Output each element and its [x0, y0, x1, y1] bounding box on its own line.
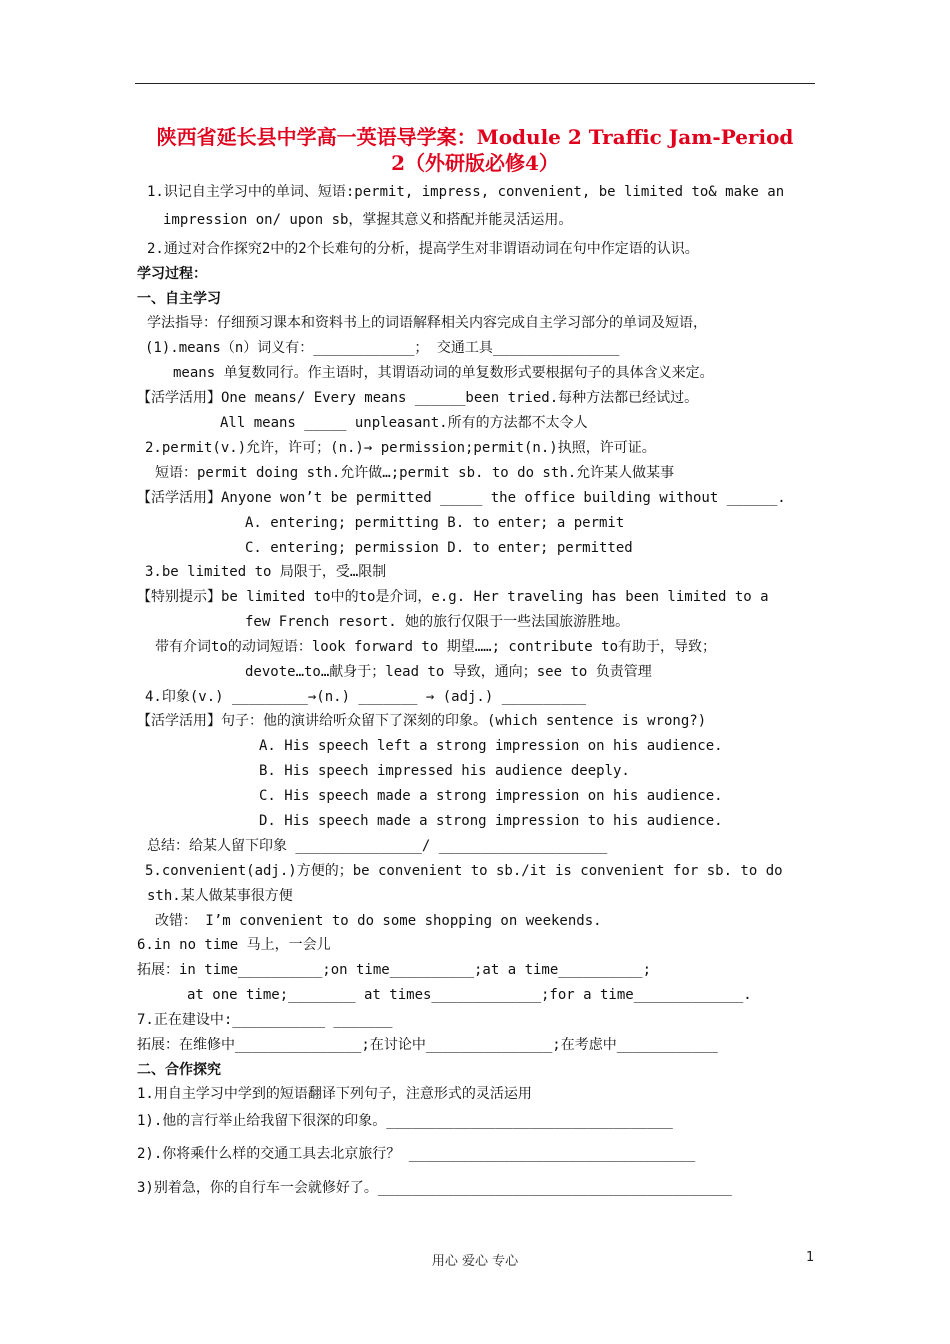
impression-option-b: B. His speech impressed his audience deeply. [259, 763, 630, 779]
section-heading-process: 学习过程： [137, 266, 207, 282]
document-title-line-1: 陕西省延长县中学高一英语导学案：Module 2 Traffic Jam-Period [156, 125, 794, 149]
time-extension-1: 拓展：in time__________;on time__________;at a time__________; [137, 962, 652, 978]
page-number: 1 [806, 1250, 815, 1265]
section-heading-cooperation: 二、合作探究 [137, 1062, 221, 1078]
translation-instruction: 1.用自主学习中学到的短语翻译下列句子，注意形式的灵活运用 [137, 1086, 532, 1102]
item-means: (1).means（n）词义有：____________； 交通工具_______________ [145, 340, 620, 356]
under-extension: 拓展：在维修中_______________;在讨论中_______________;在考虑中____________ [137, 1037, 718, 1053]
means-note: means 单复数同行。作主语时，其谓语动词的单复数形式要根据句子的具体含义来定。 [173, 365, 714, 381]
impression-option-a: A. His speech left a strong impression on his audience. [259, 738, 723, 754]
limited-tip-2: few French resort. 她的旅行仅限于一些法国旅游胜地。 [245, 614, 630, 630]
permit-options-cd: C. entering; permission D. to enter; permitted [245, 540, 633, 556]
footer-motto: 用心 爱心 专心 [431, 1254, 519, 1269]
to-phrases-1: 带有介词to的动词短语：look forward to 期望……; contribute to有助于，导致； [155, 639, 717, 655]
objective-2: 2.通过对合作探究2中的2个长难句的分析，提高学生对非谓语动词在句中作定语的认识。 [147, 241, 699, 257]
time-extension-2: at one time;________ at times_____________;for a time_____________. [187, 987, 752, 1003]
means-practice-2: All means _____ unpleasant.所有的方法都不太令人 [220, 415, 588, 431]
study-guide: 学法指导：仔细预习课本和资料书上的词语解释相关内容完成自主学习部分的单词及短语， [147, 315, 707, 331]
item-convenient-2: sth.某人做某事很方便 [147, 888, 293, 904]
item-permit: 2.permit(v.)允许，许可；(n.)→ permission;permit(n.)执照，许可证。 [145, 440, 656, 456]
impression-option-d: D. His speech made a strong impression to his audience. [259, 813, 723, 829]
permit-options-ab: A. entering; permitting B. to enter; a permit [245, 515, 625, 531]
document-title-line-2: 2（外研版必修4） [391, 151, 559, 175]
item-under-construction: 7.正在建设中:___________ _______ [137, 1012, 393, 1028]
item-limited: 3.be limited to 局限于，受…限制 [145, 564, 387, 580]
to-phrases-2: devote…to…献身于；lead to 导致，通向；see to 负责管理 [245, 664, 652, 680]
impression-practice: 【活学活用】句子：他的演讲给听众留下了深刻的印象。(which sentence is wrong?) [137, 713, 707, 729]
translation-1: 1).他的言行举止给我留下很深的印象。__________________________________ [137, 1113, 673, 1129]
translation-3: 3)别着急，你的自行车一会就修好了。__________________________________________ [137, 1180, 732, 1196]
item-convenient-1: 5.convenient(adj.)方便的；be convenient to sb./it is convenient for sb. to do [145, 863, 783, 879]
permit-phrases: 短语：permit doing sth.允许做…;permit sb. to do sth.允许某人做某事 [155, 465, 675, 481]
convenient-correction: 改错： I’m convenient to do some shopping on weekends. [155, 913, 602, 929]
limited-tip-1: 【特别提示】be limited to中的to是介词，e.g. Her traveling has been limited to a [137, 589, 769, 605]
header-rule [135, 83, 815, 84]
means-practice-1: 【活学活用】One means/ Every means ______been tried.每种方法都已经试过。 [137, 390, 699, 406]
objective-1-line-2: impression on/ upon sb，掌握其意义和搭配并能灵活运用。 [163, 212, 573, 228]
objective-1-line-1: 1.识记自主学习中的单词、短语:permit, impress, convenient, be limited to& make an [147, 184, 785, 200]
impression-option-c: C. His speech made a strong impression on his audience. [259, 788, 723, 804]
permit-practice: 【活学活用】Anyone won’t be permitted _____ the office building without ______. [137, 490, 786, 506]
translation-2: 2).你将乘什么样的交通工具去北京旅行？ __________________________________ [137, 1146, 696, 1162]
section-heading-self-study: 一、自主学习 [137, 291, 221, 307]
item-in-no-time: 6.in no time 马上，一会儿 [137, 937, 331, 953]
item-impression: 4.印象(v.) _________→(n.) _______ → (adj.) __________ [145, 689, 587, 705]
impression-summary: 总结：给某人留下印象 _______________/ ____________________ [147, 838, 608, 854]
